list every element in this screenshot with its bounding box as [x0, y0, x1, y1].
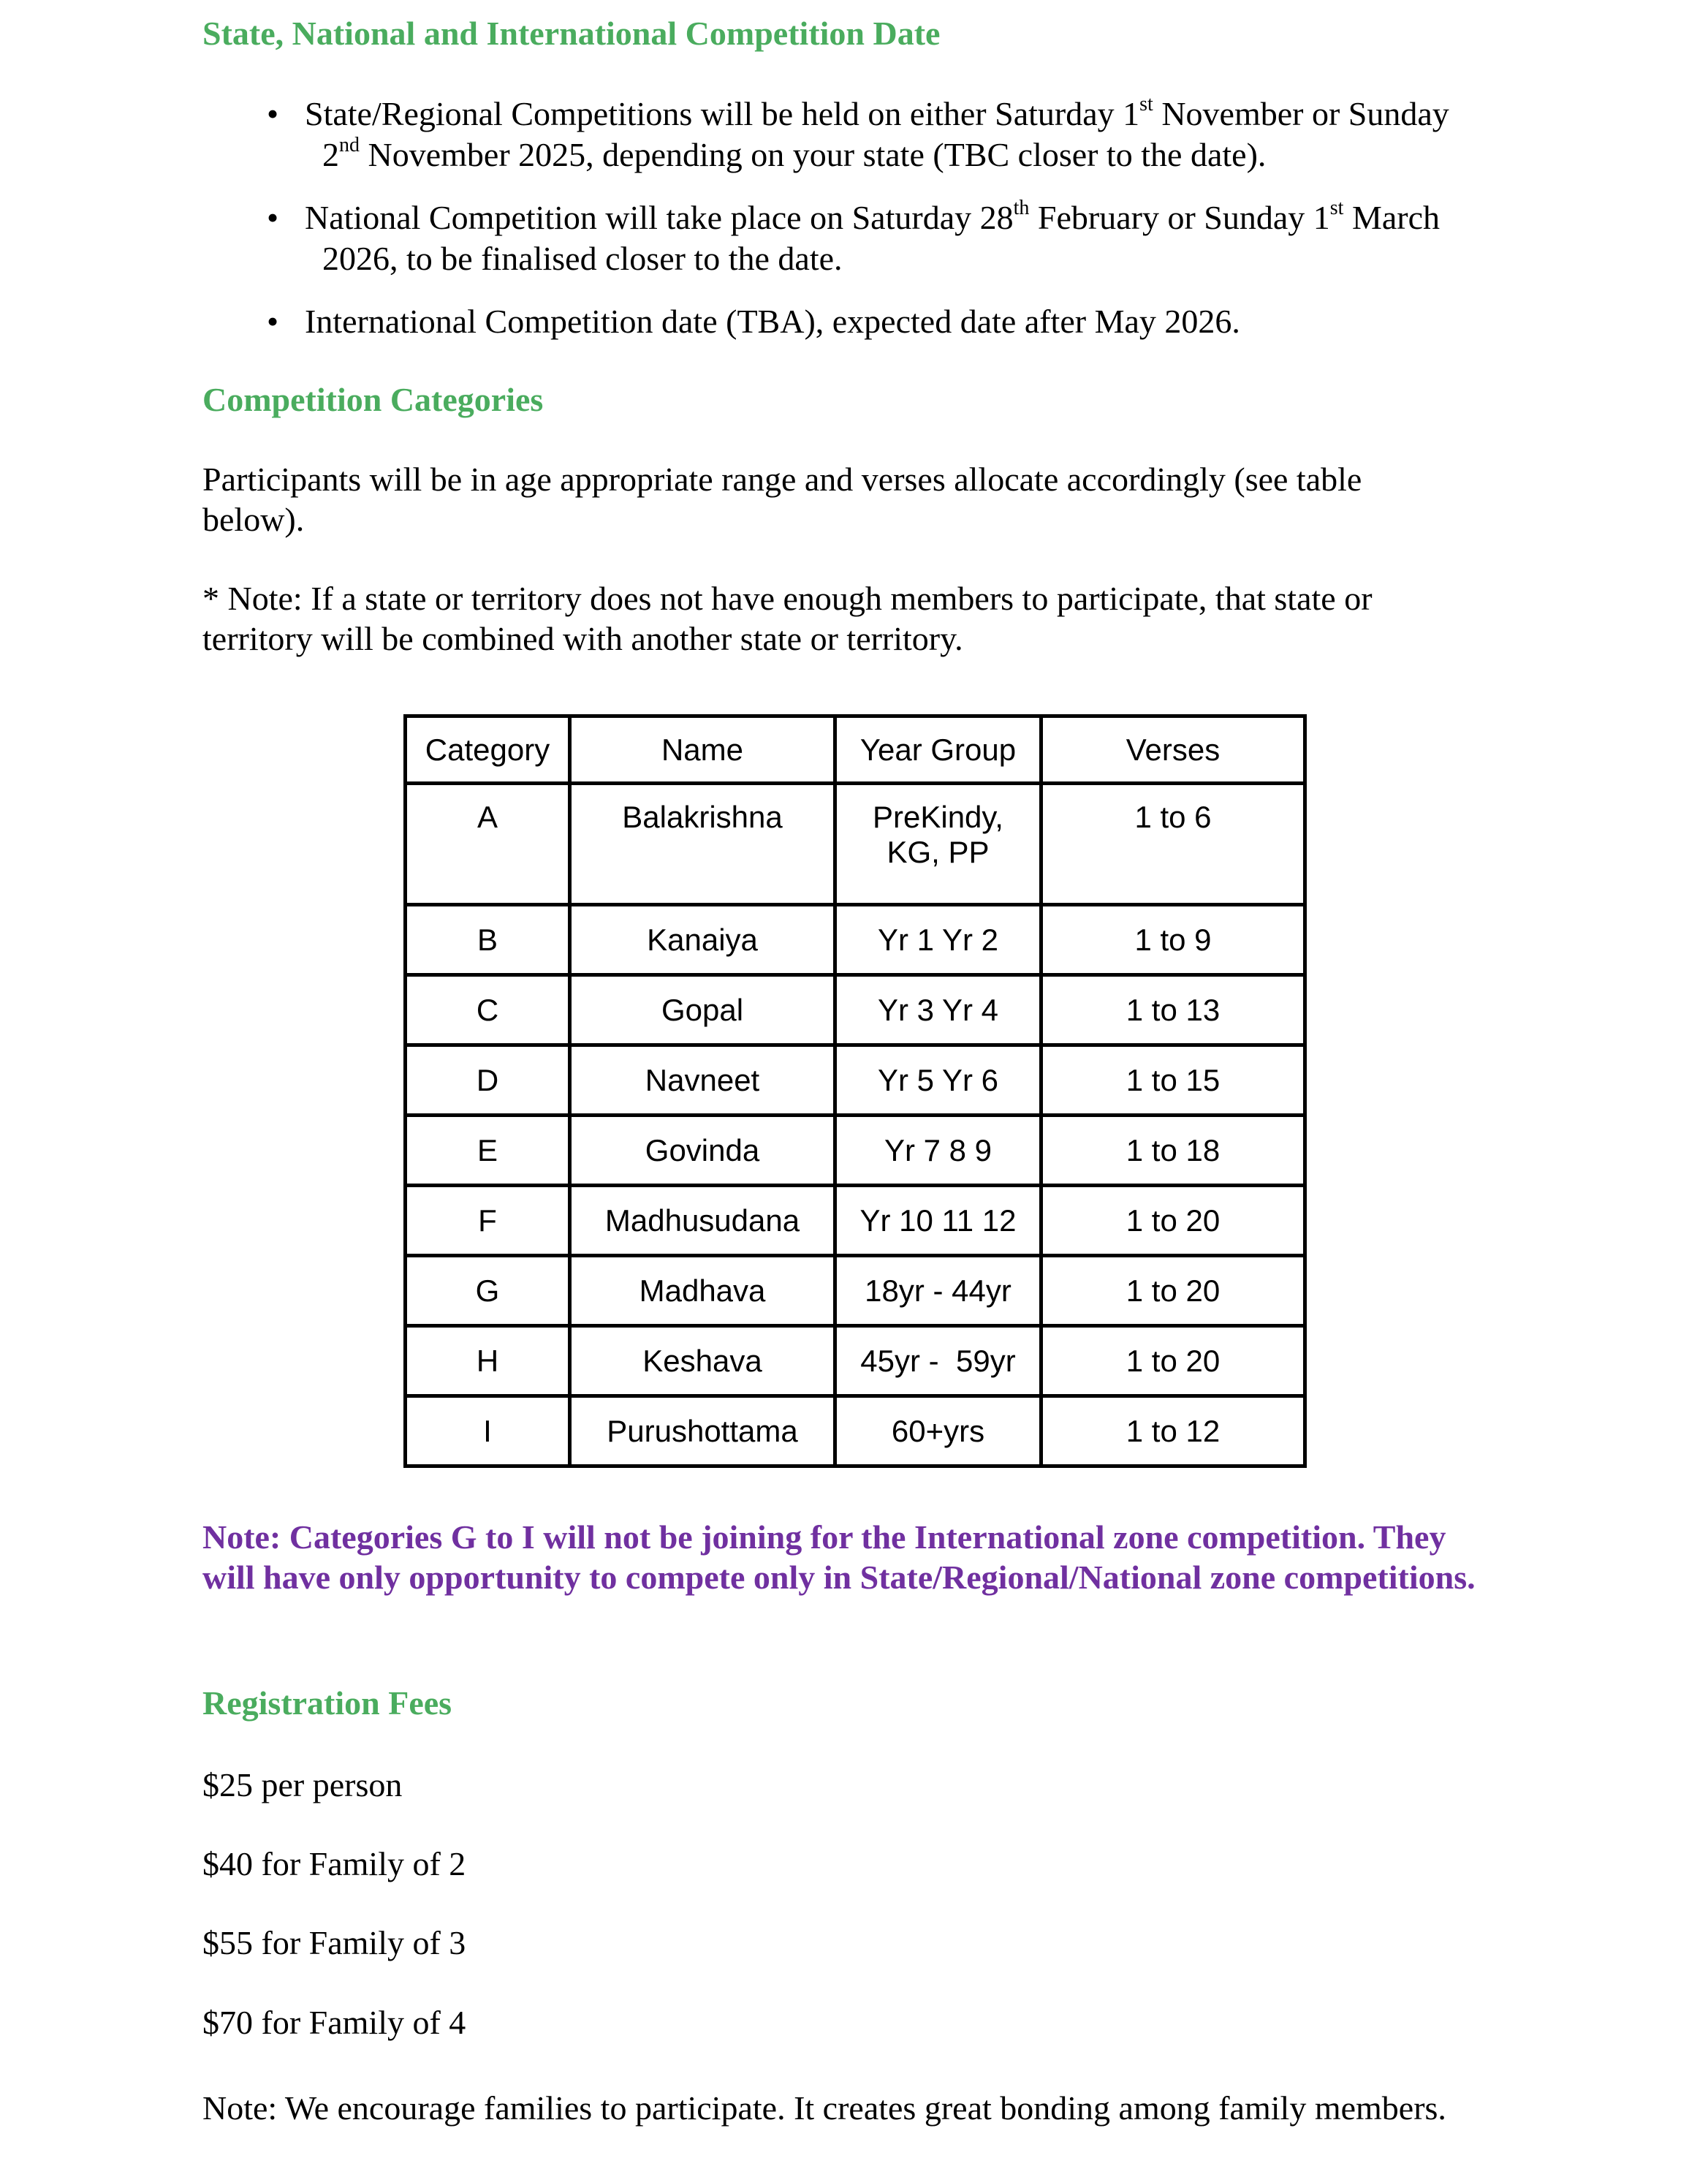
bullet-state-regional	[267, 94, 1509, 175]
verses-cell: 1 to 18	[1041, 1116, 1305, 1186]
name-cell: Navneet	[570, 1045, 835, 1116]
verses-cell: 1 to 20	[1041, 1326, 1305, 1396]
fee-item: $70 for Family of 4	[202, 2004, 466, 2041]
bullet-international	[267, 301, 1509, 342]
bullet-text: State/Regional Competitions will be held on either Saturday 1st November or Sunday 2nd November 2025, depending on your state (TBC closer to the date).	[305, 92, 1449, 173]
fee-item: $25 per person	[202, 1766, 403, 1803]
year-group-cell: PreKindy, KG, PP	[835, 784, 1041, 905]
category-cell: E	[406, 1116, 570, 1186]
column-header: Name	[570, 716, 835, 784]
table-row	[406, 1116, 1305, 1186]
name-cell: Gopal	[570, 975, 835, 1045]
bullet-text: National Competition will take place on Saturday 28th February or Sunday 1st March 2026, to be finalised closer to the date.	[305, 196, 1441, 277]
categories-heading: Competition Categories	[202, 381, 544, 418]
year-group-cell: 60+yrs	[835, 1396, 1041, 1466]
table-row	[406, 1326, 1305, 1396]
table-row	[406, 784, 1305, 905]
bullet-text: International Competition date (TBA), expected date after May 2026.	[305, 303, 1240, 340]
fees-heading: Registration Fees	[202, 1684, 452, 1722]
verses-cell: 1 to 9	[1041, 905, 1305, 975]
verses-cell: 1 to 20	[1041, 1186, 1305, 1256]
category-cell: G	[406, 1256, 570, 1326]
category-cell: A	[406, 784, 570, 905]
verses-cell: 1 to 15	[1041, 1045, 1305, 1116]
column-header: Category	[406, 716, 570, 784]
name-cell: Keshava	[570, 1326, 835, 1396]
dates-bullet-list	[267, 94, 1509, 364]
categories-note: * Note: If a state or territory does not have enough members to participate, that state or territory will be combined with another state or territory.	[202, 580, 1373, 657]
fee-item: $55 for Family of 3	[202, 1924, 466, 1961]
name-cell: Govinda	[570, 1116, 835, 1186]
categories-intro: Participants will be in age appropriate range and verses allocate accordingly (see table below).	[202, 461, 1362, 538]
table-header-row	[406, 716, 1305, 784]
year-group-cell: Yr 1 Yr 2	[835, 905, 1041, 975]
name-cell: Kanaiya	[570, 905, 835, 975]
verses-cell: 1 to 20	[1041, 1256, 1305, 1326]
year-group-cell: Yr 5 Yr 6	[835, 1045, 1041, 1116]
verses-cell: 1 to 13	[1041, 975, 1305, 1045]
category-cell: C	[406, 975, 570, 1045]
category-cell: H	[406, 1326, 570, 1396]
categories-table	[403, 714, 1307, 1468]
name-cell: Purushottama	[570, 1396, 835, 1466]
fee-item: $40 for Family of 2	[202, 1845, 466, 1882]
year-group-cell: 45yr - 59yr	[835, 1326, 1041, 1396]
bullet-icon: •	[267, 199, 279, 236]
family-encouragement-note: Note: We encourage families to participate. It creates great bonding among family members.	[202, 2089, 1446, 2127]
bullet-icon: •	[267, 95, 279, 132]
name-cell: Madhava	[570, 1256, 835, 1326]
column-header: Year Group	[835, 716, 1041, 784]
category-cell: D	[406, 1045, 570, 1116]
verses-cell: 1 to 12	[1041, 1396, 1305, 1466]
column-header: Verses	[1041, 716, 1305, 784]
name-cell: Balakrishna	[570, 784, 835, 905]
name-cell: Madhusudana	[570, 1186, 835, 1256]
category-cell: F	[406, 1186, 570, 1256]
year-group-cell: Yr 10 11 12	[835, 1186, 1041, 1256]
year-group-cell: Yr 3 Yr 4	[835, 975, 1041, 1045]
category-cell: B	[406, 905, 570, 975]
verses-cell: 1 to 6	[1041, 784, 1305, 905]
year-group-cell: 18yr - 44yr	[835, 1256, 1041, 1326]
bullet-national	[267, 197, 1509, 279]
category-cell: I	[406, 1396, 570, 1466]
table-row	[406, 905, 1305, 975]
dates-heading: State, National and International Competition Date	[202, 15, 941, 52]
table-row	[406, 1186, 1305, 1256]
table-row	[406, 1256, 1305, 1326]
bullet-icon: •	[267, 303, 279, 340]
year-group-cell: Yr 7 8 9	[835, 1116, 1041, 1186]
table-row	[406, 975, 1305, 1045]
table-row	[406, 1396, 1305, 1466]
international-exclusion-note: Note: Categories G to I will not be joining for the International zone competition. They will have only opportunity to compete only in State/Regional/National zone competitions.	[202, 1518, 1476, 1596]
table-row	[406, 1045, 1305, 1116]
